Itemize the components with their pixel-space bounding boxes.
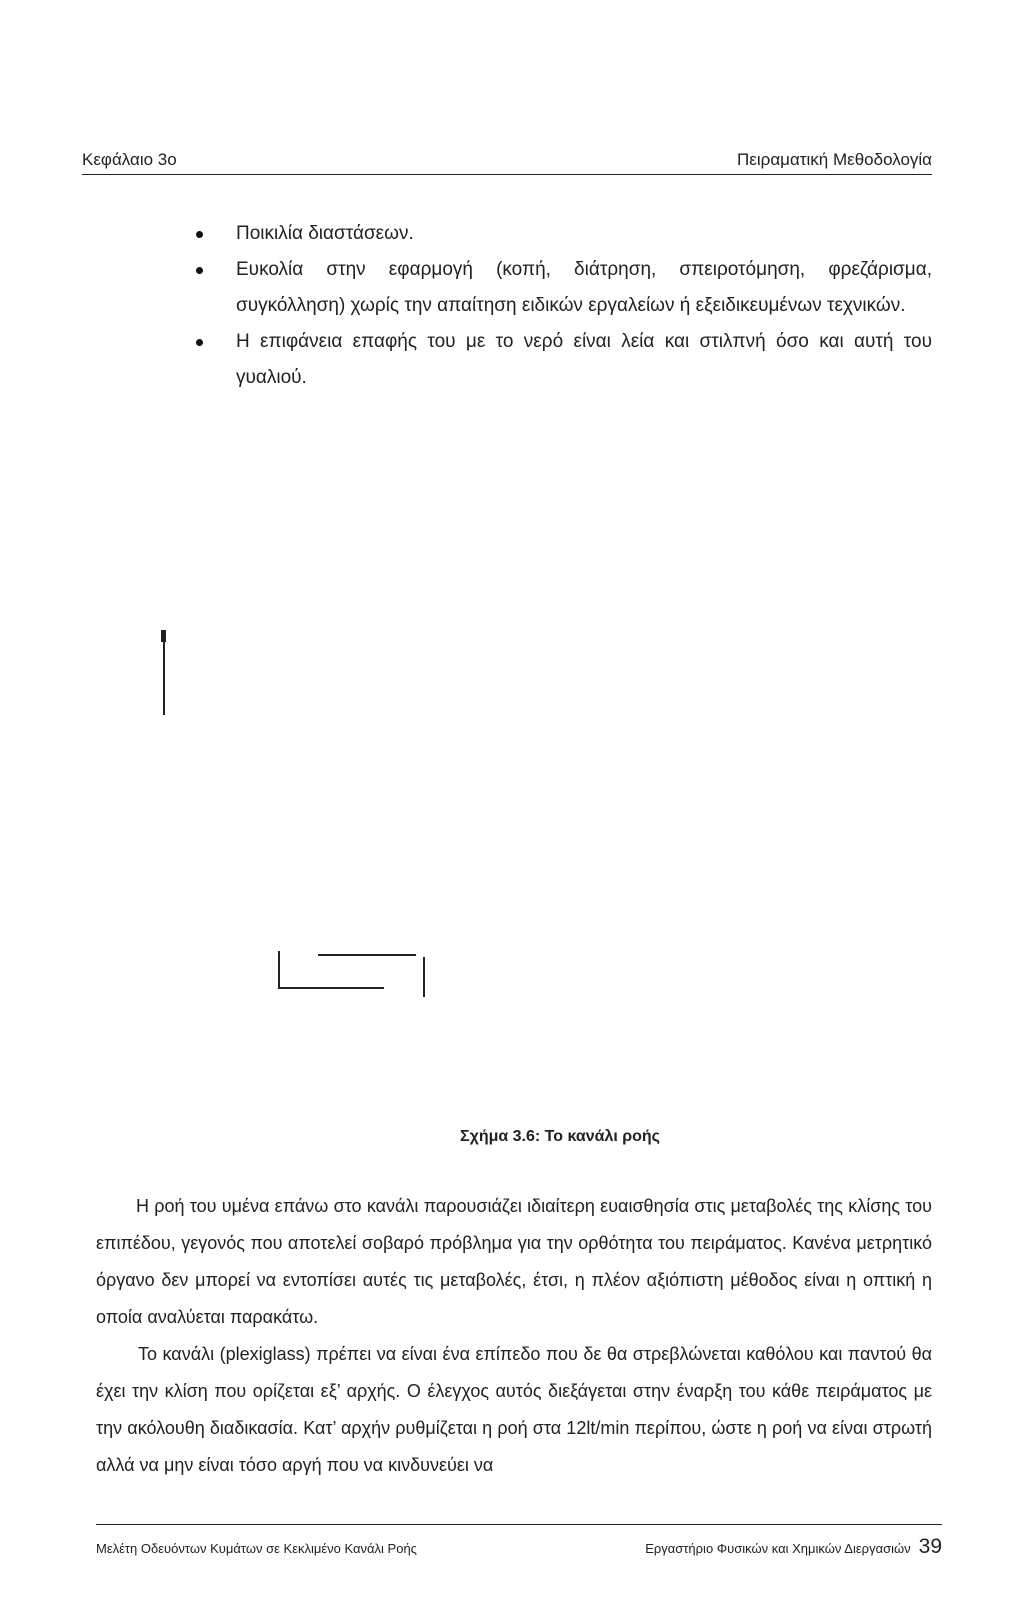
paragraph: Το κανάλι (plexiglass) πρέπει να είναι ένα επίπεδο που δε θα στρεβλώνεται καθόλου και παντού θα έχει την κλίση που ορίζεται εξ’ αρχής. Ο έλεγχος αυτός διεξάγεται στην έναρξη του κάθε πειράματος με την ακόλουθη διαδικασία. Κατ’ αρχήν ρυθμίζεται η ροή στα 12lt/min περίπου, ώστε η ροή να είναι στρωτή αλλά να μην είναι τόσο αργή που να κινδυνεύει να [96,1344,932,1475]
page-header [82,150,932,175]
bullet-text: Η επιφάνεια επαφής του με το νερό είναι λεία και στιλπνή όσο και αυτή του γυαλιού. [236,331,932,388]
figure-caption [0,1128,1024,1146]
header-section: Πειραματική Μεθοδολογία [737,150,932,169]
bullet-dot-icon [196,267,203,274]
bullet-dot-icon [196,231,203,238]
channel-outline [423,957,425,997]
body-text [96,1188,932,1484]
figure-line-mark [163,630,165,715]
channel-outline [318,954,416,956]
bullet-text: Ευκολία στην εφαρμογή (κοπή, διάτρηση, σπειροτόμηση, φρεζάρισμα, συγκόλληση) χωρίς την απαίτηση ειδικών εργαλείων ή εξειδικευμένων τεχνικών. [236,259,932,316]
bullet-text: Ποικιλία διαστάσεων. [236,223,414,244]
page-number: 39 [918,1535,942,1558]
footer-right [645,1535,942,1559]
channel-outline [278,951,280,989]
footer-lab: Εργαστήριο Φυσικών και Χημικών Διεργασιών [645,1541,911,1556]
page-footer [96,1524,942,1559]
channel-outline [278,987,384,989]
feature-bullet-list [196,216,932,396]
bullet-item [196,216,932,252]
footer-title: Μελέτη Οδευόντων Κυμάτων σε Κεκλιμένο Κανάλι Ροής [96,1541,417,1556]
figure-caption-text: Σχήμα 3.6: Το κανάλι ροής [460,1128,660,1145]
header-chapter: Κεφάλαιο 3ο [82,150,177,169]
figure-flow-channel [150,630,890,1030]
paragraph: Η ροή του υμένα επάνω στο κανάλι παρουσιάζει ιδιαίτερη ευαισθησία στις μεταβολές της κλίσης του επιπέδου, γεγονός που αποτελεί σοβαρό πρόβλημα για την ορθότητα του πειράματος. Κανένα μετρητικό όργανο δεν μπορεί να εντοπίσει αυτές τις μεταβολές, έτσι, η πλέον αξιόπιστη μέθοδος είναι η οπτική η οποία αναλύεται παρακάτω. [96,1196,932,1327]
bullet-item [196,252,932,324]
bullet-item [196,324,932,396]
bullet-dot-icon [196,339,203,346]
